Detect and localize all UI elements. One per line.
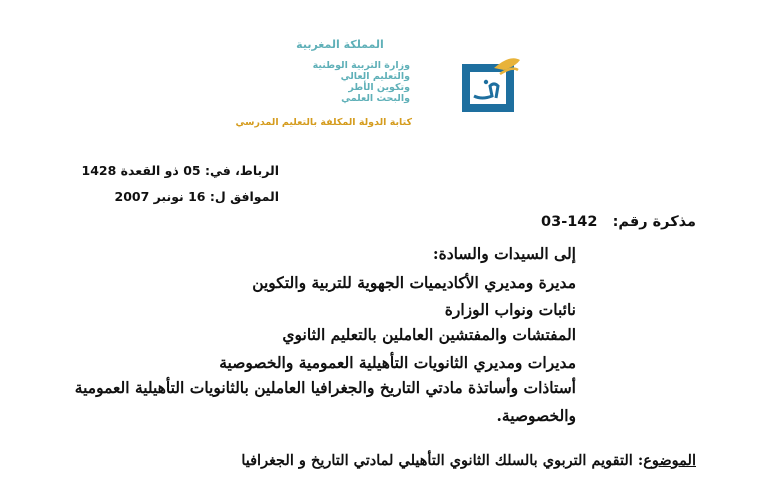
secretariat-name: كتابة الدولة المكلفة بالتعليم المدرسي (235, 117, 412, 128)
ministry-line: وزارة التربية الوطنية (312, 60, 410, 71)
memo-reference (541, 214, 696, 230)
memo-number: 142-03 (541, 214, 598, 230)
addressee-line: مديرة ومديري الأكاديميات الجهوية للتربية والتكوين (252, 273, 576, 292)
date-line-place: الرباط، في: 05 ذو القعدة 1428 (81, 163, 279, 178)
kingdom-title: المملكة المغربية (296, 38, 384, 51)
addressee-line: والخصوصية. (496, 406, 576, 425)
memo-label: مذكرة رقم: (612, 214, 696, 230)
addressee-line: مديرات ومديري الثانويات التأهيلية العمومية والخصوصية (219, 353, 576, 372)
date-line-gregorian: الموافق ل: 16 نونبر 2007 (114, 189, 279, 204)
ministry-line: وتكوين الأطر (348, 82, 410, 93)
memo-subject (241, 452, 696, 469)
ministry-name (262, 60, 410, 104)
ministry-line: والتعليم العالي (340, 71, 410, 82)
subject-text: : التقويم التربوي بالسلك الثانوي التأهيلي لمادتي التاريخ و الجغرافيا (241, 452, 644, 469)
subject-label: الموضوع (643, 452, 696, 469)
addressee-intro: إلى السيدات والسادة: (432, 244, 576, 263)
addressee-line: أستاذات وأساتذة مادتي التاريخ والجغرافيا العاملين بالثانويات التأهيلية العمومية (74, 378, 576, 397)
ministry-logo-icon (460, 56, 524, 116)
ministry-line: والبحث العلمي (341, 93, 410, 104)
addressee-line: المفتشات والمفتشين العاملين بالتعليم الثانوي (282, 325, 576, 344)
addressee-line: نائبات ونواب الوزارة (444, 300, 576, 319)
